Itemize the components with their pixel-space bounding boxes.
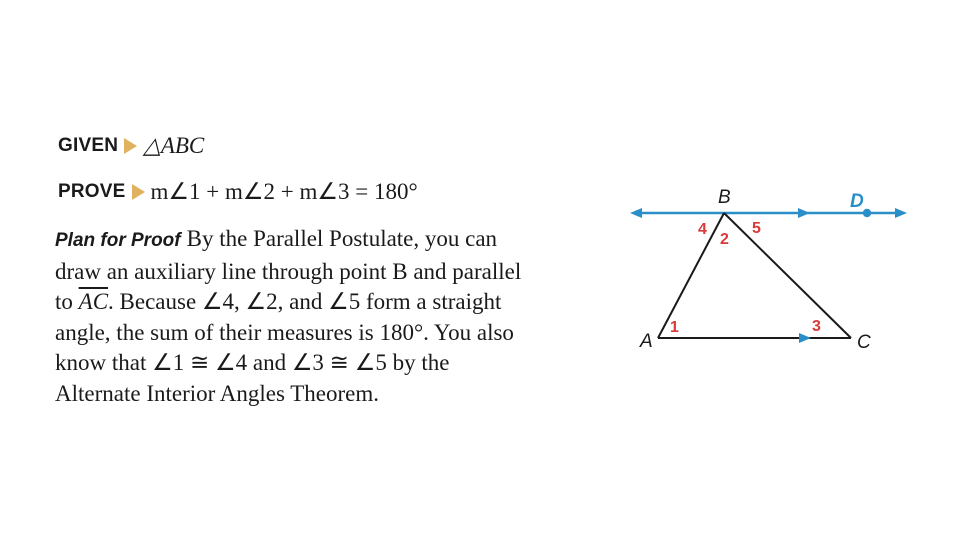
play-arrow-icon bbox=[124, 138, 137, 154]
plan-line-4: angle, the sum of their measures is 180°. You also bbox=[55, 319, 514, 345]
line-left-arrowhead bbox=[630, 208, 642, 218]
point-b-label: B bbox=[718, 187, 731, 208]
point-d-dot bbox=[863, 209, 871, 217]
play-arrow-icon bbox=[132, 184, 145, 200]
prove-row bbox=[58, 179, 418, 205]
plan-for-proof-paragraph bbox=[55, 224, 615, 409]
side-bc bbox=[724, 213, 851, 338]
parallel-mark-ac bbox=[799, 333, 811, 343]
side-ab bbox=[658, 213, 724, 338]
plan-line-5: know that ∠1 ≅ ∠4 and ∠3 ≅ ∠5 by the bbox=[55, 350, 450, 375]
prove-label: PROVE bbox=[58, 181, 126, 202]
plan-line-1 bbox=[55, 224, 615, 257]
plan-line-3: to $\overline{AC}$. Because ∠4, ∠2, and ∠5 form a straight bbox=[55, 289, 502, 314]
angle-2-label: 2 bbox=[720, 231, 729, 248]
angle-3-label: 3 bbox=[812, 318, 821, 335]
line-right-arrowhead bbox=[895, 208, 907, 218]
angle-5-label: 5 bbox=[752, 220, 761, 237]
given-row bbox=[58, 133, 204, 159]
angle-1-label: 1 bbox=[670, 319, 679, 336]
point-d-label: D bbox=[850, 191, 864, 212]
segment-ac: $\overline{AC}$ bbox=[78, 289, 109, 314]
plan-heading: Plan for Proof bbox=[55, 230, 181, 251]
angle-4-label: 4 bbox=[698, 221, 707, 238]
given-statement-text: △ABC bbox=[143, 133, 205, 158]
point-c-label: C bbox=[857, 332, 871, 353]
triangle-diagram bbox=[620, 180, 920, 370]
plan-line-1-text: By the Parallel Postulate, you can bbox=[186, 226, 498, 251]
plan-line-6: Alternate Interior Angles Theorem. bbox=[55, 380, 380, 406]
parallel-mark-top bbox=[798, 208, 810, 218]
given-statement bbox=[143, 133, 204, 159]
point-a-label: A bbox=[640, 331, 653, 352]
prove-statement: m∠1 + m∠2 + m∠3 = 180° bbox=[150, 179, 418, 204]
plan-line-2: draw an auxiliary line through point B and parallel bbox=[55, 258, 522, 284]
given-label: GIVEN bbox=[58, 135, 119, 156]
